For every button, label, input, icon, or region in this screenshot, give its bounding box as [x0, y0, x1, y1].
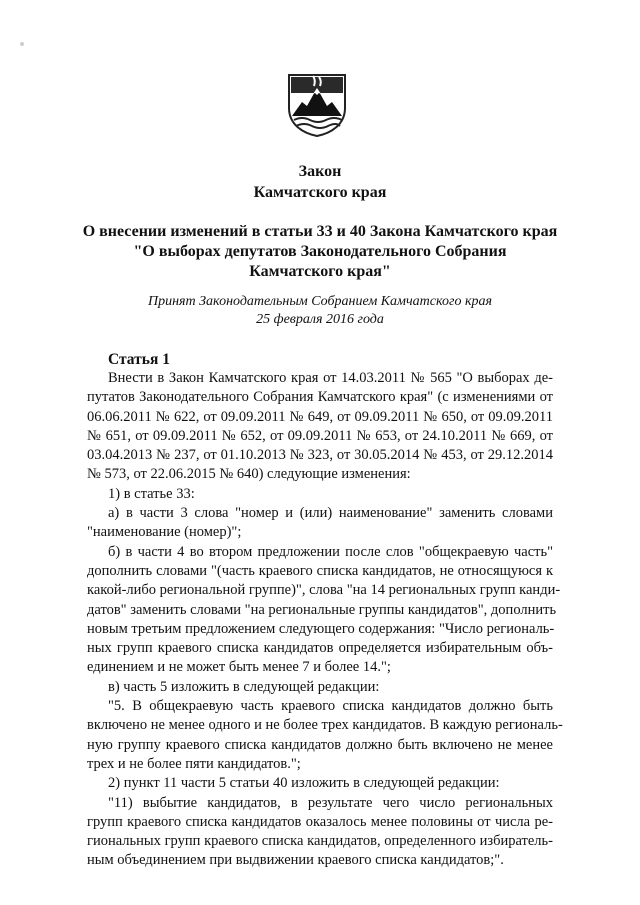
body-line: дополнить словами "(часть краевого списка кандидатов, не относящуюся к	[87, 562, 553, 579]
law-subject-line-2: "О выборах депутатов Законодательного Собрания	[133, 243, 507, 260]
body-line: Внести в Закон Камчатского края от 14.03.2011 № 565 "О выборах де-	[108, 370, 553, 386]
body-line: трех и не более пяти кандидатов.";	[87, 755, 301, 772]
law-region: Камчатского края	[253, 184, 387, 201]
body-line: единением и не может быть менее 7 и более 14.";	[87, 659, 391, 676]
body-line: путатов Законодательного Собрания Камчатского края" (с изменениями от	[87, 389, 553, 406]
article-title: Статья 1	[108, 351, 170, 368]
body-line: № 651, от 09.09.2011 № 652, от 09.09.2011 № 653, от 24.10.2011 № 669, от	[87, 427, 553, 444]
article-body	[87, 369, 563, 871]
adopted-date: 25 февраля 2016 года	[256, 312, 384, 327]
law-subject-line-3: Камчатского края"	[249, 263, 391, 280]
body-line: "наименование (номер)";	[87, 524, 242, 541]
body-line: гиональных групп краевого списка кандидатов, определенного избиратель-	[87, 833, 553, 850]
law-title: Закон	[298, 163, 342, 180]
body-line: в) часть 5 изложить в следующей редакции:	[108, 678, 380, 695]
body-line: № 573, от 22.06.2015 № 640) следующие изменения:	[87, 466, 411, 483]
body-line: новым третьим предложением следующего содержания: "Число региональ-	[87, 620, 555, 637]
body-line: датов" заменить словами "на региональные группы кандидатов", дополнить	[87, 601, 557, 618]
body-line: групп краевого списка кандидатов оказалось менее половины от числа ре-	[87, 813, 553, 830]
body-line: б) в части 4 во втором предложении после слов "общекраевую часть"	[108, 543, 553, 560]
body-line: ную группу краевого списка кандидатов должно быть включено не менее	[87, 736, 553, 753]
body-line: а) в части 3 слова "номер и (или) наименование" заменить словами	[108, 505, 553, 522]
body-line: включено не менее одного и не более трех кандидатов. В каждую региональ-	[87, 717, 563, 734]
body-line: ным объединением при выдвижении краевого списка кандидатов;".	[87, 852, 504, 869]
scan-dot	[20, 42, 24, 46]
body-line: какой-либо региональной группе)", слова "на 14 региональных групп канди-	[87, 582, 561, 599]
body-line: 06.06.2011 № 622, от 09.09.2011 № 649, от 09.09.2011 № 650, от 09.09.2011	[87, 408, 553, 425]
body-line: 2) пункт 11 части 5 статьи 40 изложить в следующей редакции:	[108, 775, 500, 792]
body-line: 03.04.2013 № 237, от 01.10.2013 № 323, от 30.05.2014 № 453, от 29.12.2014	[87, 447, 553, 464]
body-line: "5. В общекраевую часть краевого списка кандидатов должно быть	[108, 698, 553, 715]
body-line: "11) выбытие кандидатов, в результате чего число региональных	[108, 794, 553, 811]
law-subject-line-1: О внесении изменений в статьи 33 и 40 Закона Камчатского края	[82, 223, 558, 240]
coat-of-arms-icon	[286, 72, 348, 138]
body-line: 1) в статье 33:	[108, 485, 195, 502]
body-line: ных групп краевого списка кандидатов определяется избирательным объ-	[87, 640, 553, 657]
adopted-by: Принят Законодательным Собранием Камчатского края	[147, 294, 493, 309]
